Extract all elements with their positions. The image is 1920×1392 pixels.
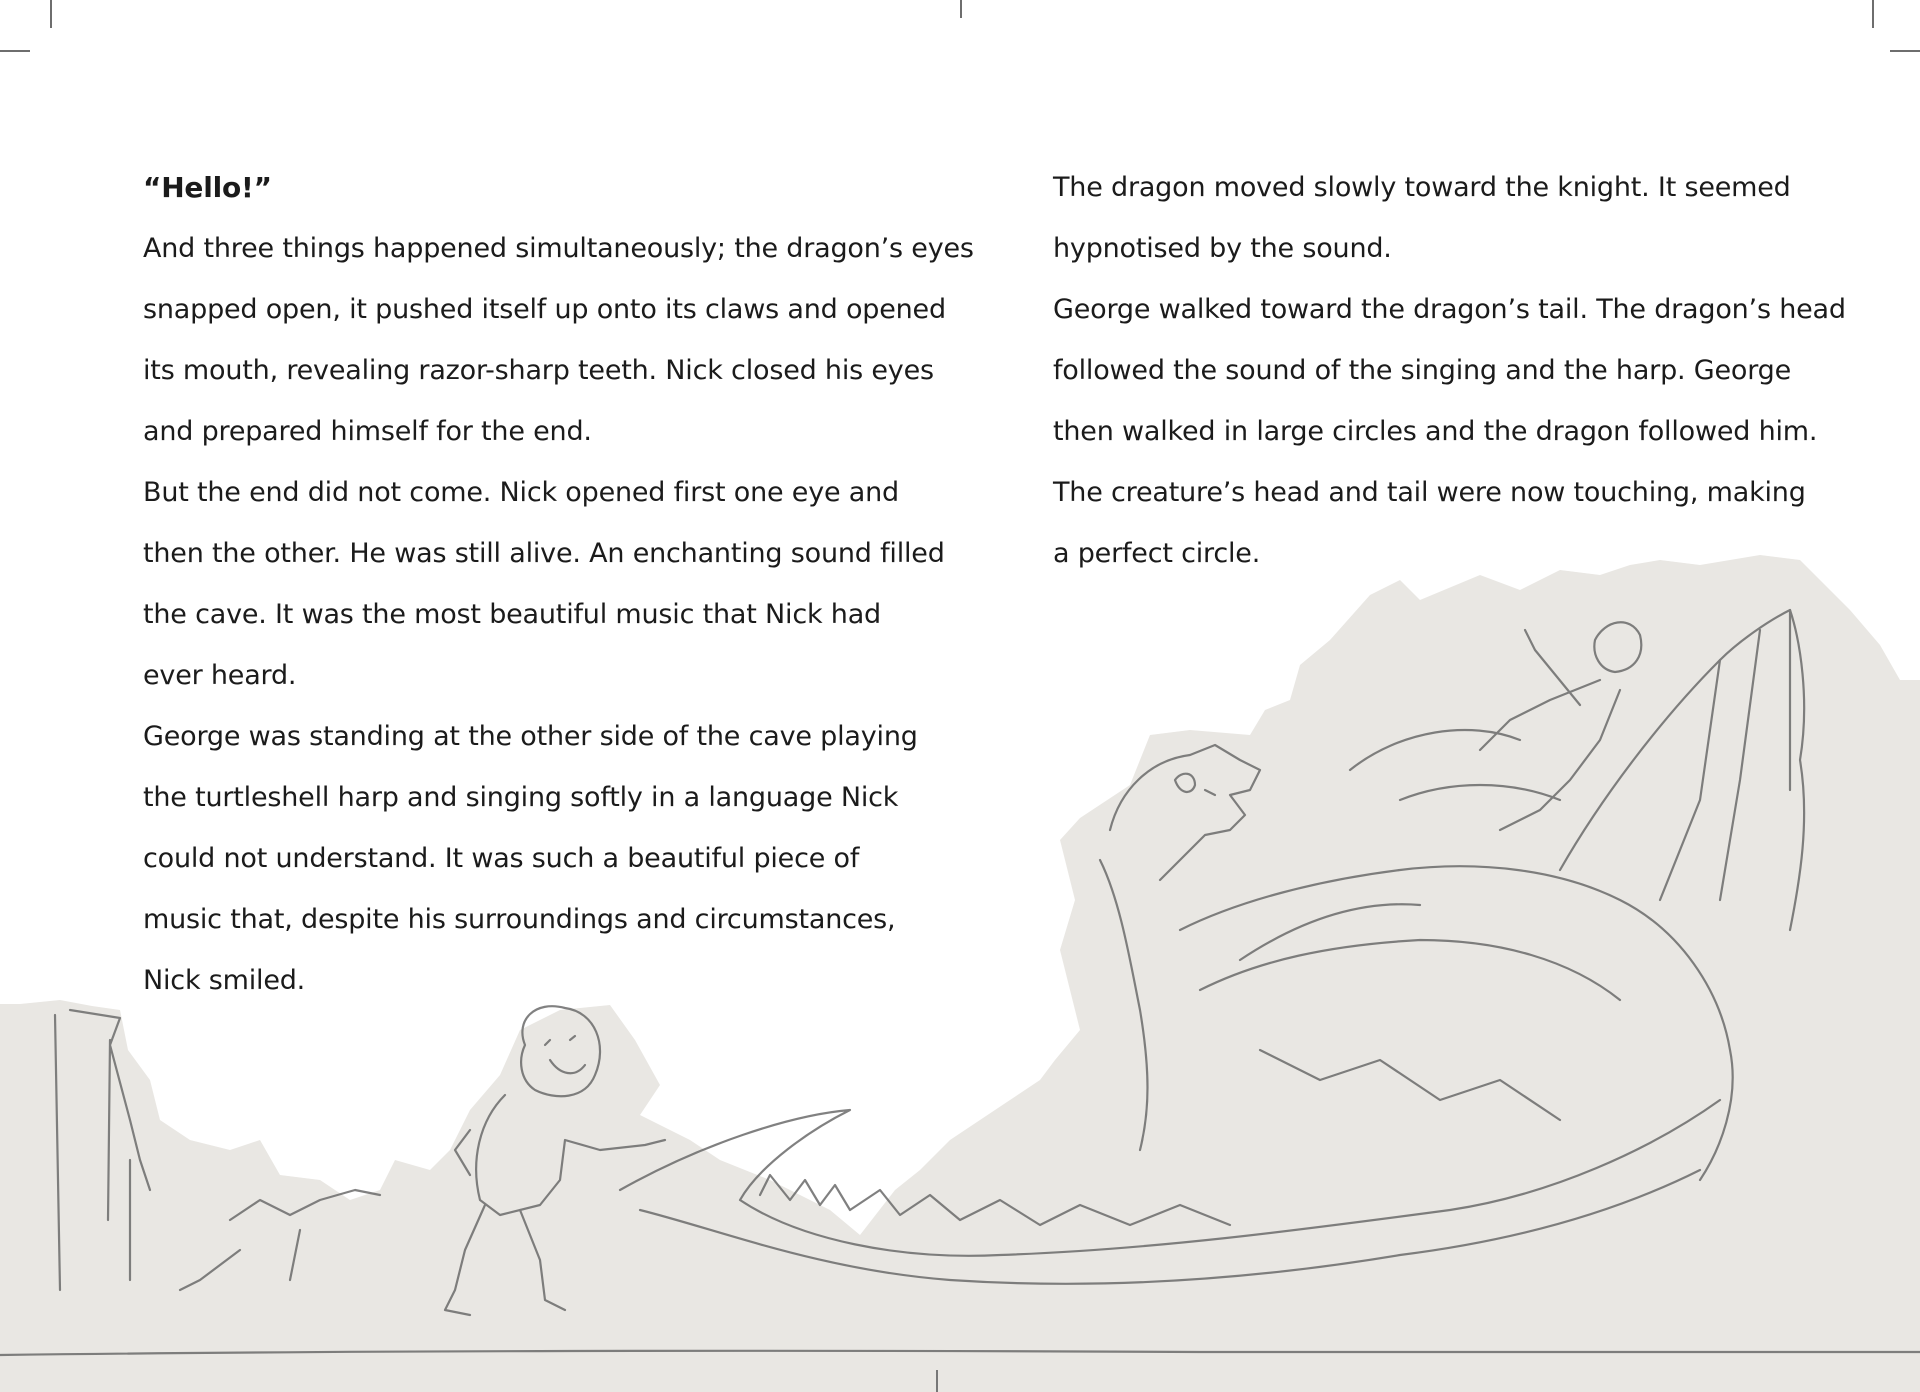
text-line: followed the sound of the singing and the harp. George [1053, 355, 1792, 386]
crop-mark-left [0, 50, 30, 52]
paper-cutout-ground [0, 555, 1920, 1392]
text-line: snapped open, it pushed itself up onto its claws and opened [143, 294, 946, 325]
crop-mark-top-right [1872, 0, 1874, 28]
gutter-mark [936, 1370, 938, 1392]
text-line: the cave. It was the most beautiful music that Nick had [143, 599, 881, 630]
text-line: a perfect circle. [1053, 538, 1261, 569]
text-line: But the end did not come. Nick opened first one eye and [143, 477, 899, 508]
text-line: ever heard. [143, 660, 297, 691]
text-line: Nick smiled. [143, 965, 306, 996]
dragon-sketch-illustration [0, 540, 1920, 1392]
paragraph [143, 218, 974, 462]
text-line: And three things happened simultaneously; the dragon’s eyes [143, 233, 974, 264]
crop-mark-right [1890, 50, 1920, 52]
text-line: then walked in large circles and the dragon followed him. [1053, 416, 1818, 447]
text-line: then the other. He was still alive. An enchanting sound filled [143, 538, 945, 569]
text-line: hypnotised by the sound. [1053, 233, 1392, 264]
crop-mark-top-left [50, 0, 52, 28]
text-line: its mouth, revealing razor-sharp teeth. Nick closed his eyes [143, 355, 934, 386]
text-line: The dragon moved slowly toward the knight. It seemed [1053, 172, 1791, 203]
text-line: George walked toward the dragon’s tail. The dragon’s head [1053, 294, 1846, 325]
right-page-text [1053, 157, 1853, 584]
text-line: The creature’s head and tail were now touching, making [1053, 477, 1806, 508]
crop-mark-top-center [960, 0, 962, 18]
text-line: George was standing at the other side of the cave playing [143, 721, 918, 752]
dialogue-heading: “Hello!” [143, 171, 272, 204]
text-line: and prepared himself for the end. [143, 416, 592, 447]
text-line: the turtleshell harp and singing softly in a language Nick [143, 782, 899, 813]
paragraph [1053, 157, 1853, 279]
text-line: could not understand. It was such a beautiful piece of [143, 843, 860, 874]
text-line: music that, despite his surroundings and circumstances, [143, 904, 896, 935]
paragraph [1053, 279, 1853, 584]
